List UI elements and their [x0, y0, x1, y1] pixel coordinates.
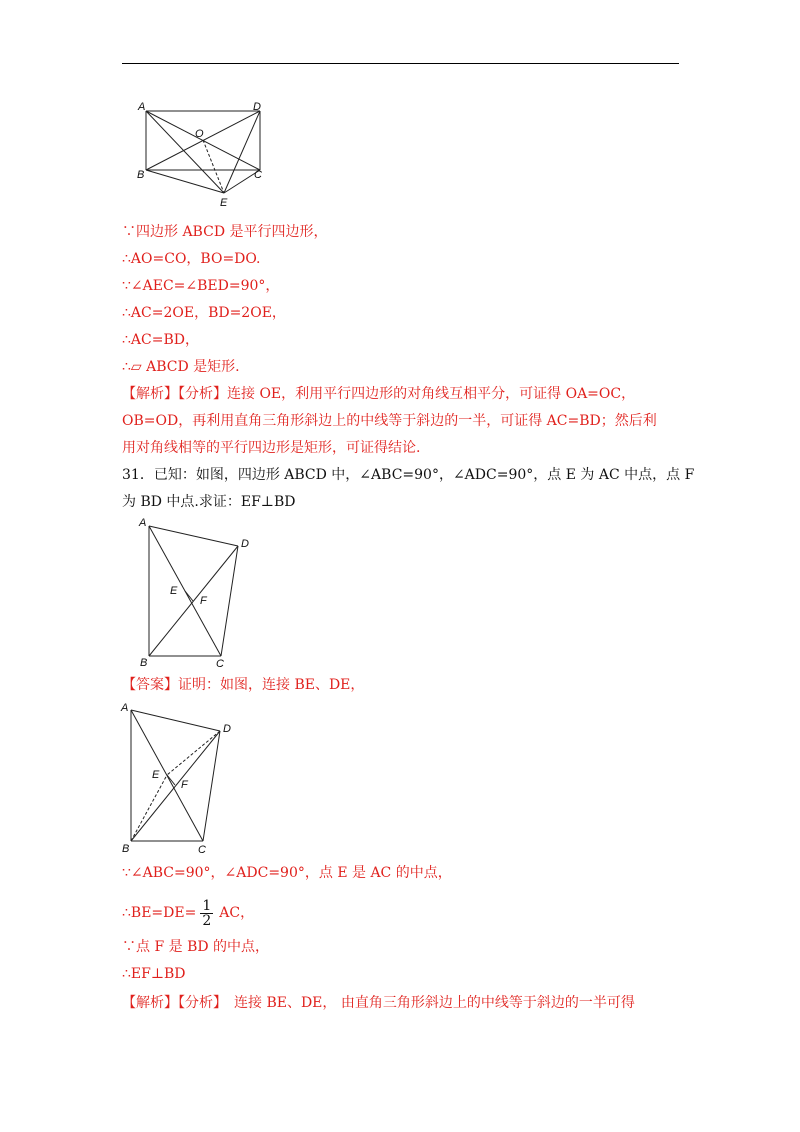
segment-be-dashed — [131, 775, 167, 841]
answer31-analysis: 【解析】【分析】 连接 BE、DE， 由直角三角形斜边上的中线等于斜边的一半可得 — [122, 995, 635, 1011]
segment-cd — [203, 731, 220, 841]
label-e: E — [170, 585, 178, 597]
answer31-step4: ∴EF⊥BD — [122, 966, 186, 982]
label-d: D — [223, 723, 231, 735]
answer31-step1: ∵∠ABC=90°，∠ADC=90°，点 E 是 AC 的中点， — [122, 865, 452, 881]
label-o: O — [195, 128, 204, 140]
label-a: A — [138, 101, 146, 113]
label-b: B — [122, 843, 130, 855]
label-c: C — [254, 169, 262, 181]
segment-bd — [149, 546, 238, 656]
segment-cd — [221, 546, 238, 656]
problem31-line1: 31．已知：如图，四边形 ABCD 中，∠ABC=90°，∠ADC=90°，点 E 为 AC 中点，点 F — [122, 467, 695, 483]
proof1-line4: ∴AC=2OE，BD=2OE， — [122, 305, 286, 321]
proof1-analysis-line1: 【解析】【分析】连接 OE，利用平行四边形的对角线互相平分，可证得 OA=OC， — [122, 386, 636, 402]
fraction-denominator: 2 — [202, 912, 212, 929]
segment-be — [146, 170, 224, 193]
answer31-heading: 【答案】证明：如图，连接 BE、DE， — [122, 677, 365, 693]
step2-suffix: AC， — [219, 905, 255, 921]
proof1-analysis-line2: OB=OD，再利用直角三角形斜边上的中线等于斜边的一半，可证得 AC=BD；然后利 — [122, 413, 657, 429]
problem31-line2: 为 BD 中点.求证：EF⊥BD — [122, 494, 296, 510]
label-d: D — [241, 538, 249, 550]
segment-ae — [146, 111, 224, 193]
segment-bd — [131, 731, 220, 841]
answer31-step3: ∵点 F 是 BD 的中点， — [122, 939, 270, 955]
label-a: A — [121, 702, 129, 714]
label-a: A — [139, 517, 147, 529]
label-f: F — [181, 779, 188, 791]
step2-prefix: ∴BE=DE= — [122, 905, 197, 921]
label-b: B — [140, 657, 148, 669]
label-e: E — [152, 769, 160, 781]
figure-quadrilateral — [136, 516, 266, 670]
label-d: D — [253, 101, 261, 113]
label-e: E — [220, 197, 228, 209]
fraction-numerator: 1 — [202, 897, 212, 914]
header-rule — [122, 63, 679, 64]
proof1-line2: ∴AO=CO，BO=DO. — [122, 251, 261, 267]
proof1-line1: ∵四边形 ABCD 是平行四边形， — [122, 224, 328, 240]
figure-parallelogram — [136, 98, 276, 210]
segment-oe-dashed — [203, 140, 224, 193]
proof1-line5: ∴AC=BD， — [122, 332, 199, 348]
proof1-line3: ∵∠AEC=∠BED=90°， — [122, 278, 280, 294]
label-b: B — [137, 169, 145, 181]
figure-quadrilateral-construction — [118, 698, 248, 856]
segment-ef — [185, 591, 193, 601]
segment-ad — [131, 710, 220, 731]
label-c: C — [216, 658, 224, 670]
proof1-line6: ∴▱ ABCD 是矩形. — [122, 359, 240, 375]
answer31-step2 — [122, 898, 254, 928]
label-f: F — [200, 595, 207, 607]
segment-de-dashed — [167, 731, 220, 775]
fraction-one-half — [200, 899, 213, 928]
proof1-analysis-line3: 用对角线相等的平行四边形是矩形，可证得结论. — [122, 440, 421, 456]
segment-ad — [149, 526, 238, 546]
label-c: C — [198, 844, 206, 856]
